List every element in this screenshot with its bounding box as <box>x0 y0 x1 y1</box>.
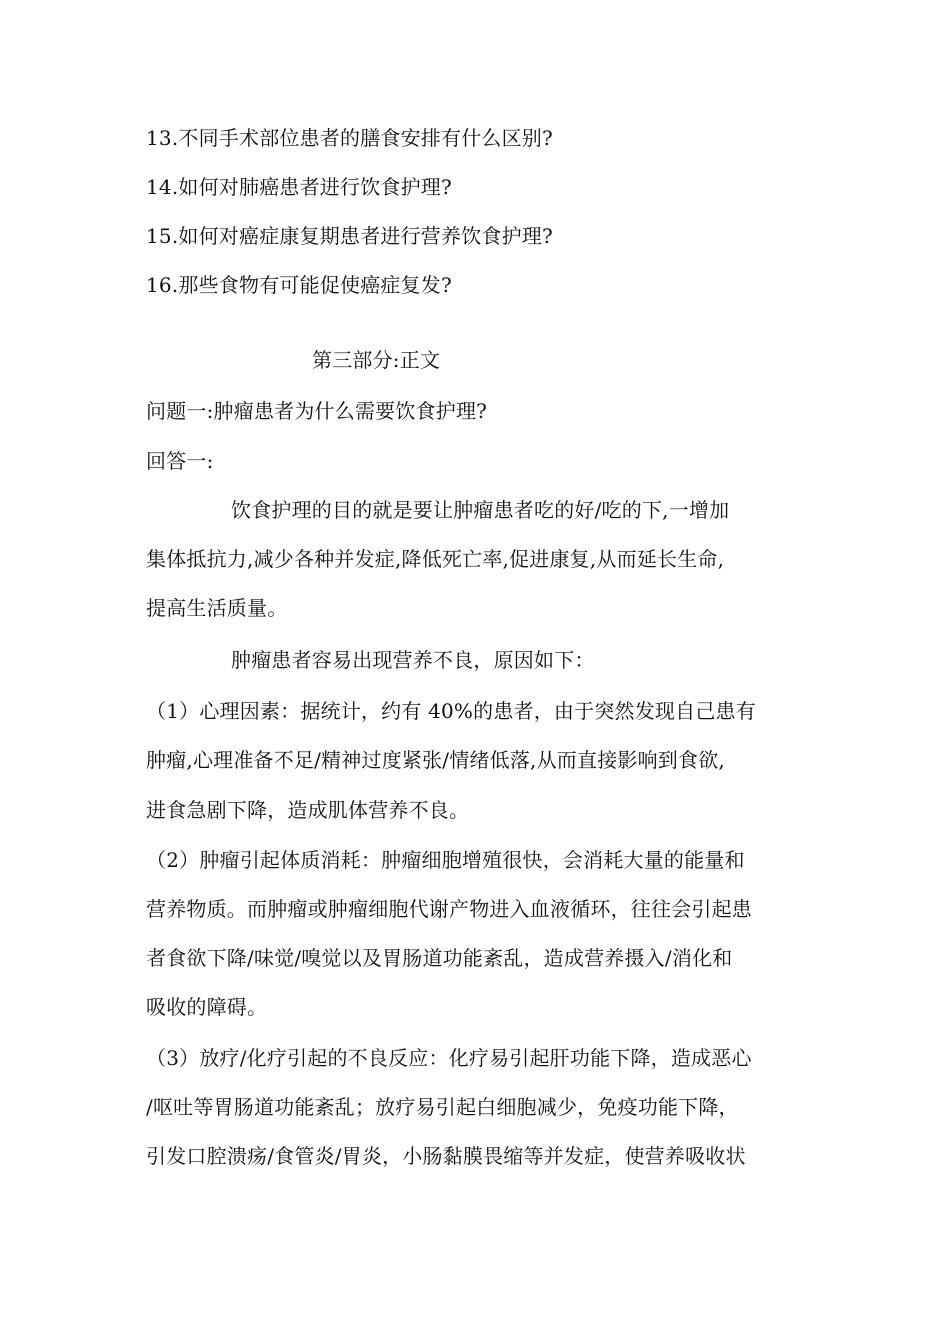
purpose-paragraph-line: 集体抵抗力,减少各种并发症,降低死亡率,促进康复,从而延长生命, <box>146 547 725 571</box>
reason-3-line: （3）放疗/化疗引起的不良反应：化疗易引起肝功能下降，造成恶心 <box>146 1046 752 1070</box>
question-one-heading: 问题一:肿瘤患者为什么需要饮食护理? <box>146 399 488 423</box>
question-14: 14.如何对肺癌患者进行饮食护理? <box>146 175 452 199</box>
question-13: 13.不同手术部位患者的膳食安排有什么区别? <box>146 126 553 150</box>
reason-1-line: 进食急剧下降，造成肌体营养不良。 <box>146 798 470 822</box>
reason-2-line: 营养物质。而肿瘤或肿瘤细胞代谢产物进入血液循环，往往会引起患 <box>146 897 752 921</box>
reason-3-line: 引发口腔溃疡/食管炎/胃炎，小肠黏膜畏缩等并发症，使营养吸收状 <box>146 1144 746 1168</box>
answer-one-label: 回答一: <box>146 449 214 473</box>
section-title: 第三部分:正文 <box>312 348 441 372</box>
reason-3-line: /呕吐等胃肠道功能紊乱；放疗易引起白细胞减少，免疫功能下降， <box>146 1095 739 1119</box>
malnutrition-intro: 肿瘤患者容易出现营养不良，原因如下： <box>231 648 595 672</box>
reason-2-line: 吸收的障碍。 <box>146 995 268 1019</box>
purpose-paragraph-line: 提高生活质量。 <box>146 596 288 620</box>
question-15: 15.如何对癌症康复期患者进行营养饮食护理? <box>146 224 553 248</box>
reason-1-line: （1）心理因素：据统计，约有 40%的患者，由于突然发现自己患有 <box>146 699 756 723</box>
reason-2-line: 者食欲下降/味觉/嗅觉以及胃肠道功能紊乱，造成营养摄入/消化和 <box>146 946 733 970</box>
purpose-paragraph-line: 饮食护理的目的就是要让肿瘤患者吃的好/吃的下,一增加 <box>231 498 730 522</box>
reason-2-line: （2）肿瘤引起体质消耗：肿瘤细胞增殖很快，会消耗大量的能量和 <box>146 848 745 872</box>
question-16: 16.那些食物有可能促使癌症复发? <box>146 273 452 297</box>
reason-1-line: 肿瘤,心理准备不足/精神过度紧张/情绪低落,从而直接影响到食欲, <box>146 748 725 772</box>
